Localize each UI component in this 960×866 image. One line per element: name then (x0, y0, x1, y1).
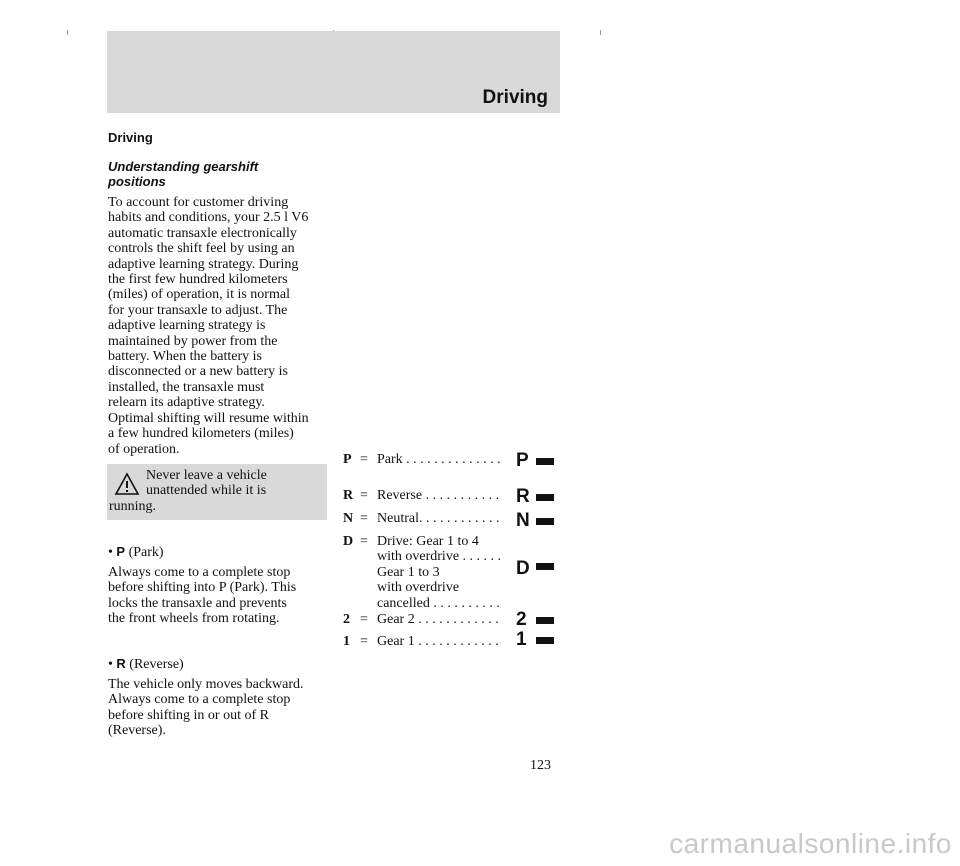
reverse-paragraph (108, 677, 328, 739)
text-line: (miles) of operation, it is normal (108, 287, 290, 303)
subheading-line: Understanding gearshift (108, 159, 259, 174)
reverse-section (108, 656, 328, 739)
gear-description (377, 511, 509, 526)
bullet-glyph: • (108, 657, 113, 672)
text-line: controls the shift feel by using an (108, 241, 295, 257)
warning-box (107, 464, 327, 520)
park-key: P (116, 544, 126, 559)
gear-indicator-bar (536, 563, 554, 570)
reverse-label: (Reverse) (129, 657, 184, 672)
text-line: installed, the transaxle must (108, 379, 265, 395)
text-line: for your transaxle to adjust. The (108, 302, 288, 318)
gear-equals: = (360, 612, 368, 627)
gear-key: 1 (343, 634, 350, 649)
park-label: (Park) (128, 545, 164, 560)
section-heading: Driving (108, 130, 153, 145)
gear-indicator-bar (536, 494, 554, 501)
text-line: automatic transaxle electronically (108, 225, 297, 241)
warning-text (107, 468, 321, 514)
subheading (108, 159, 328, 189)
text-line: relearn its adaptive strategy. (108, 395, 265, 411)
text-line: before shifting in or out of R (108, 707, 269, 723)
gear-symbol: 1 (516, 629, 527, 650)
text-line: battery. When the battery is (108, 349, 262, 365)
gear-description (377, 452, 509, 467)
gear-symbol: D (516, 558, 530, 579)
gear-symbol: R (516, 486, 530, 507)
gear-indicator-bar (536, 617, 554, 624)
gear-description (377, 612, 509, 627)
text-line: before shifting into P (Park). This (108, 580, 297, 596)
text-line: the first few hundred kilometers (108, 272, 288, 288)
warning-line: Never leave a vehicle (146, 468, 267, 483)
gear-desc-line: Park . . . . . . . . . . . . . . (377, 452, 501, 467)
text-line: habits and conditions, your 2.5 l V6 (108, 210, 309, 226)
park-paragraph (108, 565, 328, 627)
text-line: adaptive learning strategy. During (108, 256, 299, 272)
gear-symbol: P (516, 450, 529, 471)
gear-equals: = (360, 634, 368, 649)
gear-indicator-bar (536, 518, 554, 525)
gear-description (377, 534, 509, 611)
gear-key: P (343, 452, 352, 467)
text-line: locks the transaxle and prevents (108, 595, 287, 611)
gear-desc-line: Drive: Gear 1 to 4 (377, 534, 479, 549)
text-line: maintained by power from the (108, 333, 278, 349)
watermark: carmanualsonline.info (669, 828, 952, 859)
text-line: a few hundred kilometers (miles) (108, 426, 294, 442)
gear-desc-line: with overdrive . . . . . . (377, 549, 502, 565)
subheading-line: positions (108, 174, 166, 189)
gear-indicator-bar (536, 458, 554, 465)
gear-desc-line: Gear 1 . . . . . . . . . . . . (377, 634, 499, 649)
crop-mark-right (600, 30, 601, 35)
text-line: (Reverse). (108, 723, 166, 739)
park-bullet (108, 544, 328, 561)
text-line: disconnected or a new battery is (108, 364, 288, 380)
gear-key: R (343, 488, 354, 503)
text-line: Always come to a complete stop (108, 692, 291, 708)
gear-key: N (343, 511, 354, 526)
page-title: Driving (482, 87, 548, 108)
page-number: 123 (530, 758, 551, 773)
gear-symbol: 2 (516, 609, 527, 630)
text-line: adaptive learning strategy is (108, 318, 266, 334)
gear-symbol: N (516, 510, 530, 531)
text-line: the front wheels from rotating. (108, 611, 280, 627)
park-section (108, 544, 328, 627)
gear-key: D (343, 534, 354, 549)
gear-desc-line: Neutral. . . . . . . . . . . . (377, 511, 500, 526)
warning-line: unattended while it is (146, 483, 267, 499)
gear-description (377, 634, 509, 649)
gear-desc-line: with overdrive (377, 580, 460, 596)
text-line: Always come to a complete stop (108, 565, 291, 580)
text-line: The vehicle only moves backward. (108, 677, 304, 692)
warning-line: running. (109, 498, 157, 514)
text-line: Optimal shifting will resume within (108, 410, 309, 426)
text-line: of operation. (108, 441, 180, 457)
gear-desc-line: Reverse . . . . . . . . . . . (377, 488, 500, 503)
gear-desc-line: cancelled . . . . . . . . . . (377, 595, 500, 611)
left-column (108, 130, 328, 457)
gear-equals: = (360, 452, 368, 467)
reverse-key: R (116, 656, 126, 671)
bullet-glyph: • (108, 545, 113, 560)
crop-mark-left (67, 30, 68, 35)
intro-paragraph (108, 195, 328, 457)
gear-equals: = (360, 488, 368, 503)
text-line: To account for customer driving (108, 195, 289, 210)
gear-desc-line: Gear 2 . . . . . . . . . . . . (377, 612, 499, 627)
gear-desc-line: Gear 1 to 3 (377, 564, 440, 580)
gear-equals: = (360, 511, 368, 526)
gear-description (377, 488, 509, 503)
gear-equals: = (360, 534, 368, 549)
reverse-bullet (108, 656, 328, 673)
gear-indicator-bar (536, 637, 554, 644)
gear-key: 2 (343, 612, 350, 627)
header-band (107, 31, 560, 113)
